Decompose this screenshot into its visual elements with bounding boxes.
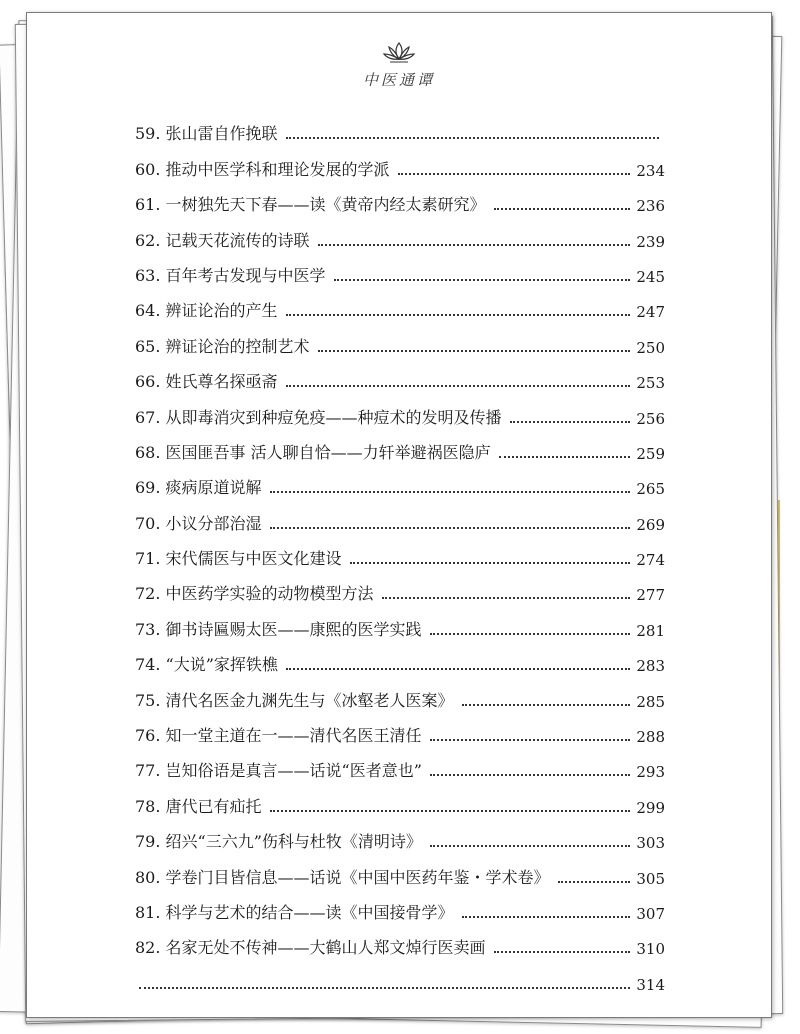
toc-leader-dots [286,314,631,316]
toc-entry-page-number: 305 [636,869,665,888]
toc-entry-page-number: 250 [636,338,665,357]
toc-entry-title: 61. 一树独先天下春——读《黄帝内经太素研究》 [135,195,486,215]
toc-entry-title: 72. 中医药学实验的动物模型方法 [135,584,374,604]
toc-entry-page-number: 314 [636,975,665,994]
toc-leader-dots [462,704,631,706]
toc-entry [135,428,665,463]
toc-page [26,12,772,1018]
toc-entry [135,251,665,286]
toc-entry-page-number: 239 [636,232,665,251]
toc-leader-dots [318,350,631,352]
page-header [27,41,771,90]
toc-entry-title: 70. 小议分部治湿 [135,513,262,533]
toc-entry-title: 80. 学卷门目皆信息——话说《中国中医药年鉴・学术卷》 [135,867,550,887]
toc-entry-page-number: 288 [636,728,665,747]
toc-entry-page-number: 269 [636,515,665,534]
toc-entry-page-number: 293 [636,763,665,782]
toc-entry [135,144,665,179]
toc-leader-dots [462,916,631,918]
toc-leader-dots [382,597,631,599]
toc-leader-dots [510,421,631,423]
toc-entry [135,180,665,215]
toc-entry [135,286,665,321]
toc-entry-page-number: 247 [636,303,665,322]
table-of-contents [135,109,665,994]
toc-entry-page-number: 281 [636,621,665,640]
toc-leader-dots [139,987,630,989]
toc-leader-dots [286,385,631,387]
toc-entry [135,498,665,533]
toc-entry-page-number: 285 [636,692,665,711]
toc-entry [135,534,665,569]
toc-entry [135,958,665,993]
toc-entry-title: 62. 记载天花流传的诗联 [135,230,310,250]
toc-leader-dots [430,774,630,776]
toc-entry [135,569,665,604]
lotus-icon [382,41,416,63]
toc-leader-dots [286,137,659,139]
toc-entry [135,675,665,710]
toc-entry-title: 75. 清代名医金九渊先生与《冰壑老人医案》 [135,690,454,710]
toc-entry-title: 59. 张山雷自作挽联 [135,124,278,144]
toc-leader-dots [494,208,631,210]
toc-entry-page-number: 274 [636,551,665,570]
toc-leader-dots [350,562,631,564]
toc-leader-dots [270,810,631,812]
toc-leader-dots [558,881,631,883]
toc-entry [135,604,665,639]
toc-entry-title: 82. 名家无处不传神——大鹤山人郑文焯行医卖画 [135,938,486,958]
toc-entry-page-number: 303 [636,834,665,853]
toc-entry-title: 63. 百年考古发现与中医学 [135,265,326,285]
toc-entry-page-number: 307 [636,904,665,923]
toc-entry [135,109,665,144]
toc-entry [135,746,665,781]
toc-entry-title: 76. 知一堂主道在一——清代名医王清任 [135,726,422,746]
toc-entry [135,852,665,887]
toc-entry-title: 77. 岂知俗语是真言——话说“医者意也” [135,761,422,781]
toc-entry [135,923,665,958]
toc-entry-title: 60. 推动中医学科和理论发展的学派 [135,159,390,179]
toc-leader-dots [430,633,631,635]
toc-leader-dots [270,527,631,529]
toc-leader-dots [494,951,631,953]
toc-entry-page-number: 310 [636,940,665,959]
toc-entry [135,640,665,675]
toc-entry-title: 78. 唐代已有疝托 [135,796,262,816]
toc-entry-page-number: 299 [636,798,665,817]
toc-entry-title: 67. 从即毒消灾到种痘免疫——种痘术的发明及传播 [135,407,502,427]
toc-entry-title: 74. “大说”家挥铁樵 [135,655,278,675]
toc-entry-page-number: 236 [636,197,665,216]
toc-entry-page-number: 253 [636,374,665,393]
toc-entry-title: 68. 医国匪吾事 活人聊自恰——力轩举避祸医隐庐 [135,442,491,462]
toc-entry-title: 71. 宋代儒医与中医文化建设 [135,549,342,569]
toc-leader-dots [270,491,631,493]
toc-entry [135,463,665,498]
toc-entry [135,711,665,746]
toc-entry-page-number: 259 [636,444,665,463]
toc-entry-title: 69. 痰病原道说解 [135,478,262,498]
toc-entry-page-number: 256 [636,409,665,428]
toc-entry-title: 66. 姓氏尊名探亟斋 [135,372,278,392]
toc-entry [135,321,665,356]
toc-entry-title: 73. 御书诗匾赐太医——康熙的医学实践 [135,619,422,639]
toc-entry [135,888,665,923]
toc-leader-dots [430,739,631,741]
toc-leader-dots [430,845,630,847]
toc-entry-title: 65. 辨证论治的控制艺术 [135,336,310,356]
toc-entry [135,357,665,392]
toc-entry-page-number: 283 [636,657,665,676]
toc-entry-page-number: 245 [636,267,665,286]
toc-entry-title: 79. 绍兴“三六九”伤科与杜牧《清明诗》 [135,832,422,852]
toc-leader-dots [398,173,631,175]
running-header-title: 中医通谭 [362,71,435,89]
toc-entry [135,817,665,852]
toc-entry-page-number: 234 [636,161,665,180]
toc-leader-dots [286,668,630,670]
toc-entry-title: 64. 辨证论治的产生 [135,301,278,321]
toc-entry-page-number: 265 [636,480,665,499]
toc-leader-dots [334,279,631,281]
toc-leader-dots [318,244,631,246]
toc-entry [135,781,665,816]
toc-entry [135,215,665,250]
toc-entry-page-number: 277 [636,586,665,605]
toc-leader-dots [499,456,631,458]
toc-entry-title: 81. 科学与艺术的结合——读《中国接骨学》 [135,902,454,922]
toc-entry [135,392,665,427]
